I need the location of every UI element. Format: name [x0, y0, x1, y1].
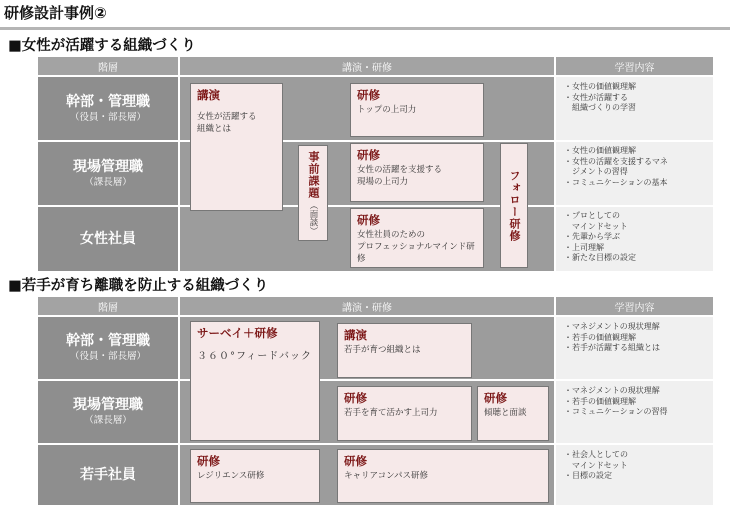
box-body: レジリエンス研修	[197, 471, 265, 481]
title-divider	[0, 27, 730, 30]
box-title: 研修	[357, 148, 380, 162]
s2-learning-executives	[564, 322, 710, 354]
s2-row-label-young	[38, 445, 178, 505]
learning-item: ・先輩から学ぶ	[564, 232, 620, 241]
box-title: 研修	[357, 88, 380, 102]
learning-item: ・女性が活躍する	[564, 92, 628, 102]
s1-learning-executives	[564, 82, 710, 114]
pre-task-title: 事前課題	[307, 151, 320, 199]
s2-learning-managers	[564, 386, 710, 418]
box-title: サーベイ＋研修	[197, 326, 278, 340]
box-body: 女性の活躍を支援する 現場の上司力	[357, 165, 443, 187]
s1-header-level: 階層	[38, 57, 178, 75]
learning-item: ジメントの習得	[564, 167, 628, 176]
s1-training-box-top	[350, 83, 484, 137]
box-title: 講演	[197, 88, 220, 102]
box-title: 研修	[357, 213, 380, 227]
s2-row-label-executives	[38, 317, 178, 379]
s2-survey-box	[190, 321, 320, 441]
pre-task-sub: （面談）	[308, 201, 318, 235]
learning-item: ・若手が活躍する組織とは	[564, 343, 660, 352]
box-body: トップの上司力	[357, 105, 417, 115]
s1-followup-box	[500, 143, 528, 268]
box-title: 講演	[344, 328, 367, 342]
s1-training-box-bottom	[350, 208, 484, 268]
box-body: 女性が活躍する 組織とは	[197, 112, 257, 134]
s1-header-learning: 学習内容	[556, 57, 713, 75]
row-divider	[180, 443, 554, 445]
learning-item: ・コミュニケーションの基本	[564, 177, 668, 187]
box-title: 研修	[197, 454, 220, 468]
s1-pre-task-box	[298, 145, 328, 241]
row-label-main: 現場管理職	[73, 397, 143, 413]
learning-item: マインドセット	[564, 460, 628, 470]
learning-item: ・社会人としての	[564, 450, 628, 459]
box-body: 女性社員のための プロフェッショナルマインド研修	[357, 230, 475, 264]
s2-training-box-resilience	[190, 449, 320, 503]
box-title: 研修	[344, 454, 367, 468]
learning-item: ・目標の設定	[564, 471, 612, 480]
learning-item: ・上司理解	[564, 242, 604, 252]
s2-header-learning: 学習内容	[556, 297, 713, 315]
s1-training-box-middle	[350, 143, 484, 202]
learning-item: ・新たな目標の設定	[564, 253, 636, 262]
s1-learning-managers	[564, 146, 710, 188]
s1-row-label-managers	[38, 142, 178, 205]
row-label-main: 現場管理職	[73, 158, 143, 175]
learning-item: ・女性の活躍を支援するマネ	[564, 156, 668, 166]
box-body: 若手が育つ組織とは	[344, 345, 421, 355]
learning-item: ・若手の価値観理解	[564, 396, 636, 406]
followup-title: フォロー研修	[508, 169, 521, 242]
learning-item: ・マネジメントの現状理解	[564, 386, 660, 395]
s1-lecture-box	[190, 83, 283, 211]
s1-learning-women	[564, 211, 710, 264]
learning-item: ・プロとしての	[564, 211, 620, 220]
page-title: 研修設計事例②	[4, 4, 107, 22]
row-label-sub: （課長層）	[84, 176, 132, 188]
s2-header-lecture: 講演・研修	[180, 297, 554, 315]
box-body: 傾聴と面談	[484, 408, 527, 418]
s2-learning-young	[564, 450, 710, 482]
learning-item: ・女性の価値観理解	[564, 82, 636, 91]
row-divider	[556, 379, 713, 381]
row-label-main: 女性社員	[80, 231, 136, 247]
box-title: 研修	[484, 391, 507, 405]
box-title: 研修	[344, 391, 367, 405]
box-body: 若手を育て活かす上司力	[344, 408, 438, 418]
learning-item: マインドセット	[564, 221, 628, 231]
section2-title: ■若手が育ち離職を防止する組織づくり	[8, 278, 269, 294]
s2-row-label-managers	[38, 381, 178, 443]
s1-row-label-women	[38, 207, 178, 271]
s2-training-box-listening	[477, 386, 549, 441]
s1-header-lecture: 講演・研修	[180, 57, 554, 75]
learning-item: ・若手の価値観理解	[564, 332, 636, 342]
s2-header-level: 階層	[38, 297, 178, 315]
s2-training-box-manager	[337, 386, 472, 441]
row-label-sub: （課長層）	[84, 415, 132, 426]
learning-item: ・マネジメントの現状理解	[564, 322, 660, 331]
row-label-sub: （役員・部長層）	[69, 111, 146, 123]
row-label-main: 幹部・管理職	[66, 93, 150, 110]
section1-title: ■女性が活躍する組織づくり	[8, 38, 196, 54]
s1-row-label-executives	[38, 77, 178, 140]
row-divider	[556, 443, 713, 445]
row-divider	[556, 205, 713, 207]
row-label-main: 幹部・管理職	[66, 333, 150, 349]
learning-item: ・女性の価値観理解	[564, 146, 636, 155]
box-body: ３６０°フィードバック	[197, 351, 312, 362]
row-divider	[556, 140, 713, 142]
box-body: キャリアコンパス研修	[344, 471, 428, 481]
row-label-main: 若手社員	[80, 467, 136, 483]
learning-item: ・コミュニケーションの習得	[564, 407, 668, 416]
s2-lecture-box	[337, 323, 472, 378]
s2-training-box-career	[337, 449, 549, 503]
row-label-sub: （役員・部長層）	[69, 351, 146, 362]
learning-item: 組織づくりの学習	[564, 103, 636, 112]
